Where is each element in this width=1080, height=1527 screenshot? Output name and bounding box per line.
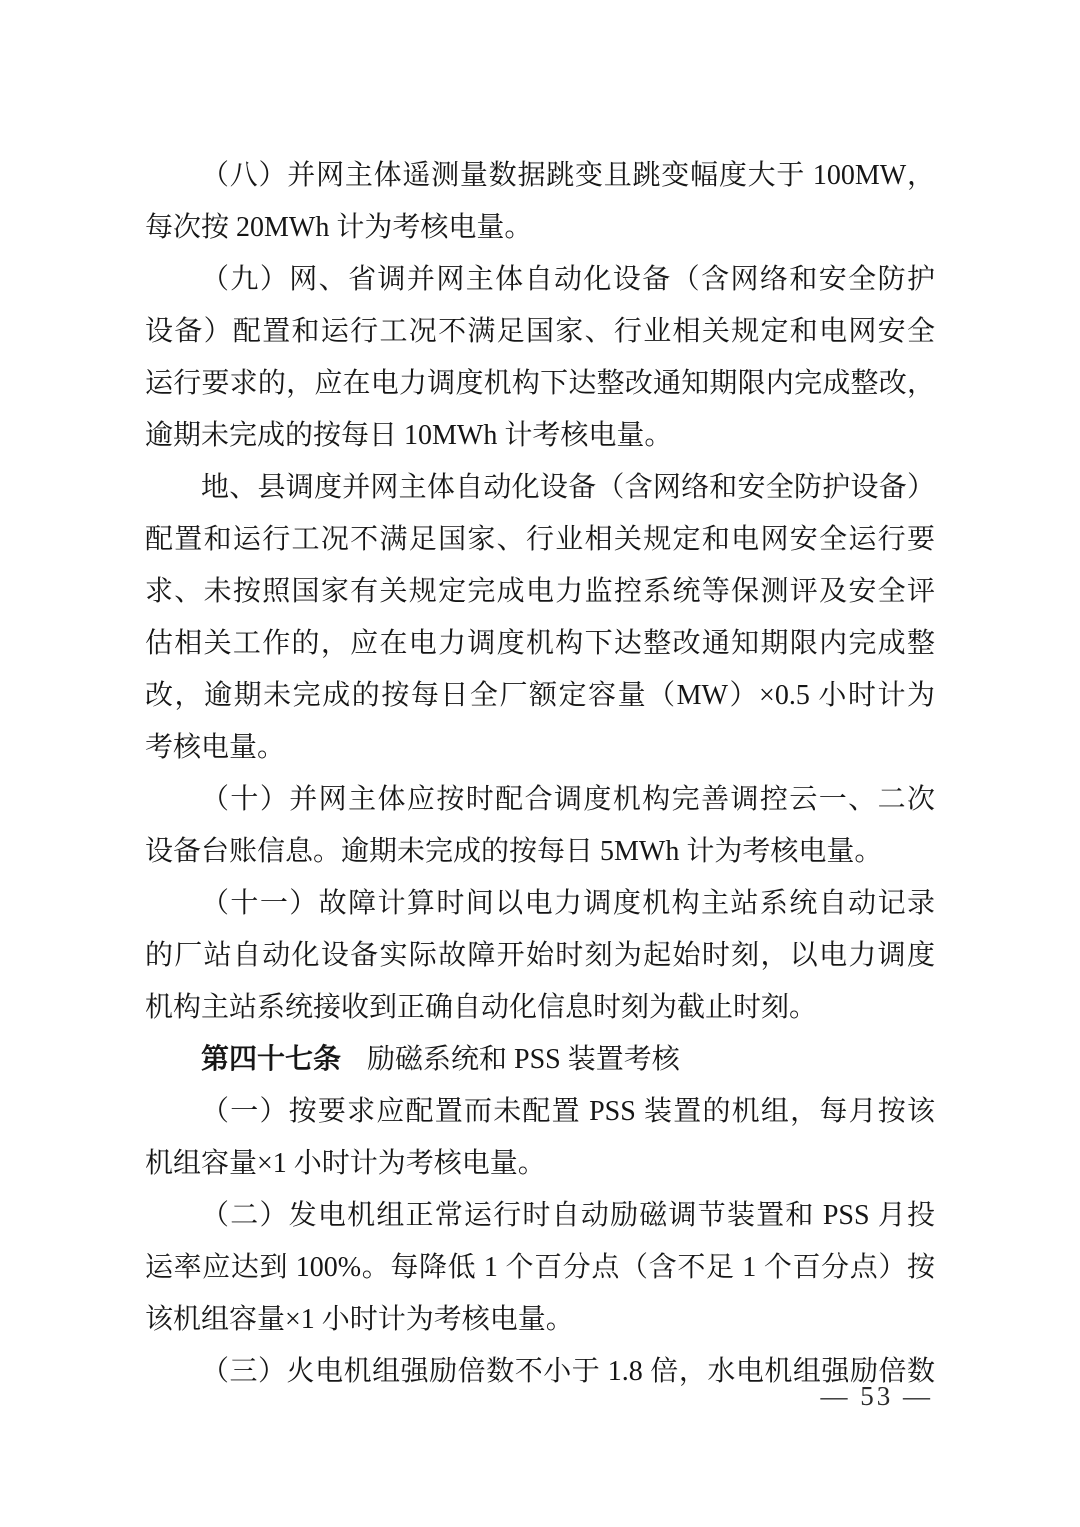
paragraph-line: 机组容量×1 小时计为考核电量。 bbox=[145, 1148, 546, 1179]
paragraph-line: 逾期未完成的按每日 10MWh 计考核电量。 bbox=[145, 420, 673, 451]
paragraph-line: 设备台账信息。逾期未完成的按每日 5MWh 计为考核电量。 bbox=[145, 836, 883, 867]
paragraph-line: 求、未按照国家有关规定完成电力监控系统等保测评及安全评 bbox=[145, 576, 935, 607]
paragraph-line: 估相关工作的，应在电力调度机构下达整改通知期限内完成整 bbox=[145, 628, 935, 659]
paragraph-line: 的厂站自动化设备实际故障开始时刻为起始时刻，以电力调度 bbox=[145, 940, 935, 971]
paragraph-line: （十）并网主体应按时配合调度机构完善调控云一、二次 bbox=[201, 784, 935, 815]
paragraph-line: 运率应达到 100%。每降低 1 个百分点（含不足 1 个百分点）按 bbox=[145, 1252, 935, 1283]
paragraph-line: （十一）故障计算时间以电力调度机构主站系统自动记录 bbox=[201, 888, 935, 919]
paragraph-line: 配置和运行工况不满足国家、行业相关规定和电网安全运行要 bbox=[145, 524, 935, 555]
paragraph-line: 地、县调度并网主体自动化设备（含网络和安全防护设备） bbox=[201, 472, 935, 503]
paragraph-line: （八）并网主体遥测量数据跳变且跳变幅度大于 100MW， bbox=[201, 160, 935, 191]
paragraph-line: 改，逾期未完成的按每日全厂额定容量（MW）×0.5 小时计为 bbox=[145, 680, 935, 711]
text-body bbox=[145, 150, 935, 1398]
paragraph-line: 设备）配置和运行工况不满足国家、行业相关规定和电网安全 bbox=[145, 316, 935, 347]
paragraph-line: （三）火电机组强励倍数不小于 1.8 倍，水电机组强励倍数 bbox=[201, 1356, 935, 1387]
page-number: — 53 — bbox=[820, 1381, 933, 1411]
paragraph-line: （二）发电机组正常运行时自动励磁调节装置和 PSS 月投 bbox=[201, 1200, 935, 1231]
article-heading bbox=[145, 1034, 935, 1086]
article-number: 第四十七条 bbox=[201, 1044, 342, 1075]
paragraph-line: （一）按要求应配置而未配置 PSS 装置的机组，每月按该 bbox=[201, 1096, 935, 1127]
paragraph-line: （九）网、省调并网主体自动化设备（含网络和安全防护 bbox=[201, 264, 935, 295]
paragraph-line: 运行要求的，应在电力调度机构下达整改通知期限内完成整改， bbox=[145, 368, 935, 399]
paragraph-line: 考核电量。 bbox=[145, 732, 286, 763]
article-title: 励磁系统和 PSS 装置考核 bbox=[367, 1044, 680, 1075]
paragraph-line: 机构主站系统接收到正确自动化信息时刻为截止时刻。 bbox=[145, 992, 818, 1023]
paragraph-line: 每次按 20MWh 计为考核电量。 bbox=[145, 212, 533, 243]
paragraph-line: 该机组容量×1 小时计为考核电量。 bbox=[145, 1304, 574, 1335]
